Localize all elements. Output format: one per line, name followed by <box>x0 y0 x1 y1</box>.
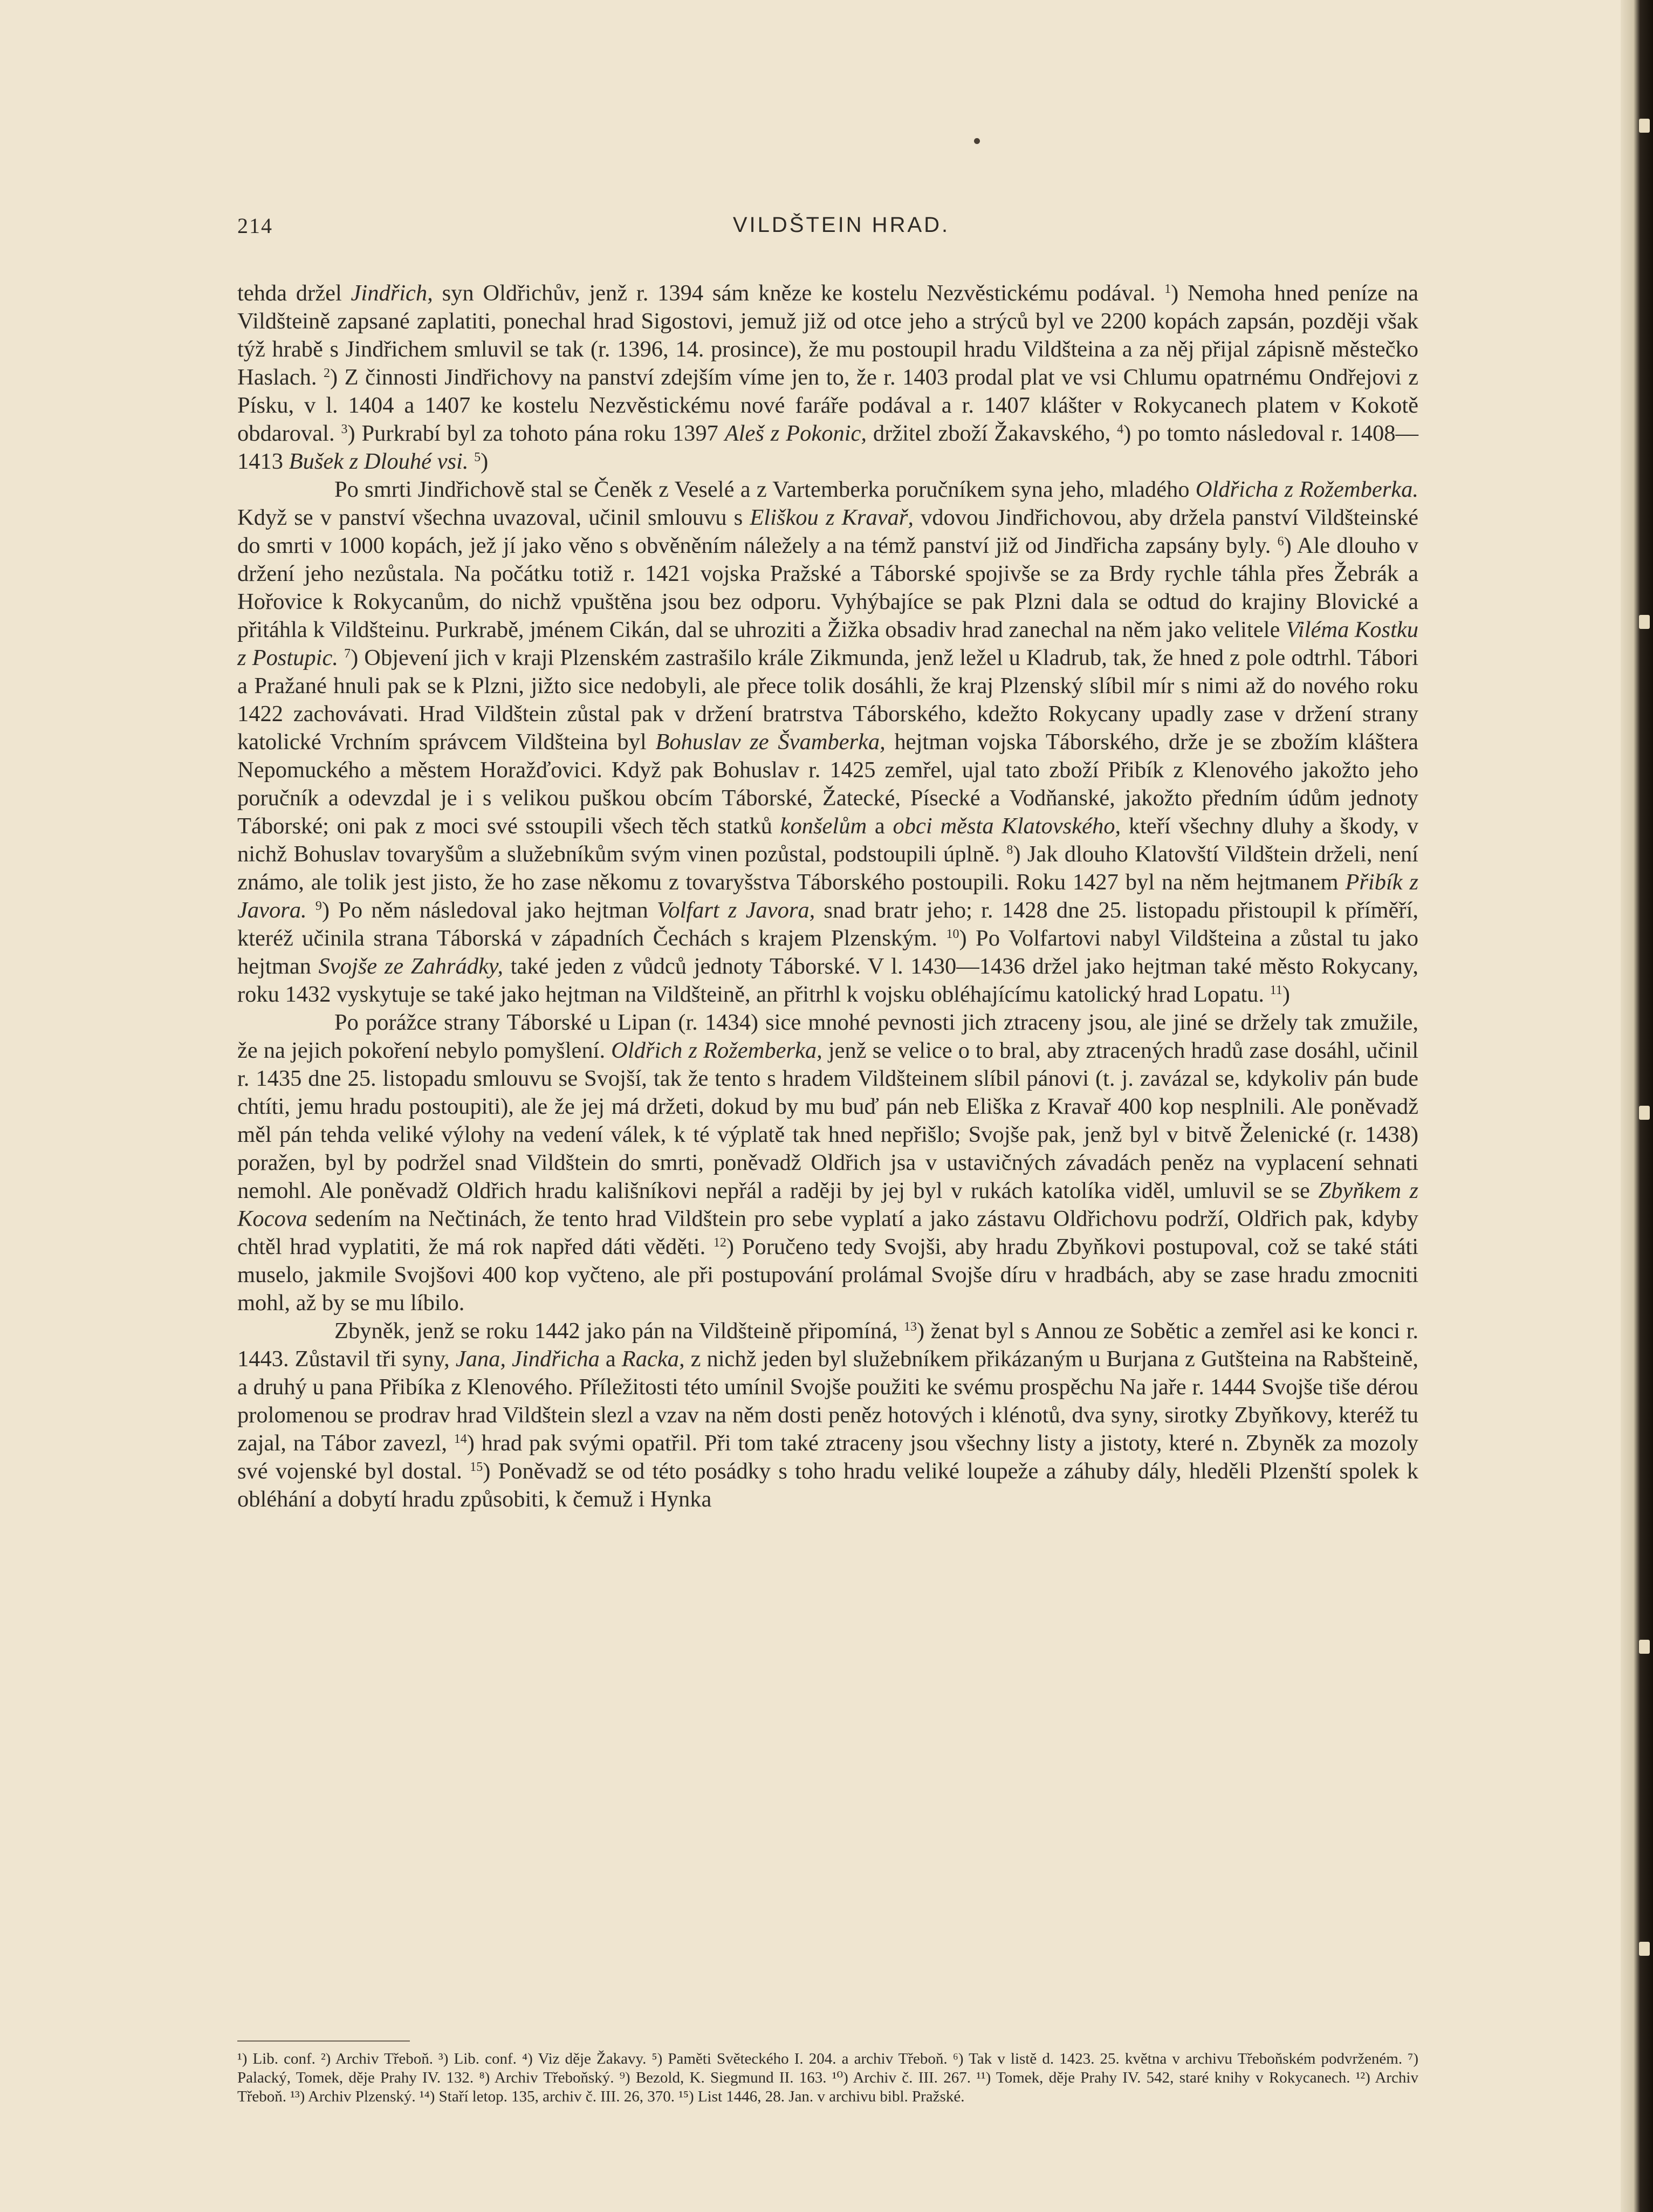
footnotes <box>237 2050 1418 2106</box>
footnote-ref: 6 <box>1277 535 1284 549</box>
text-run: držitel zboží Žakavského, <box>867 421 1117 446</box>
footnote-ref: 4 <box>1117 422 1124 436</box>
text-run: ) Po něm následoval jako hejtman <box>321 898 657 923</box>
text-run: ) Nemoha hned peníze na Vildšteině zapsané zaplatiti, ponechal hrad Sigostovi, jemuž již od otce jeho a strýců byl ve 2200 kopách zapsán, později však týž hrabě s Jindřichem smluvil se tak (r. 1396, 14. prosince), že mu postoupil hradu Vildšteina a za něj přijal zápisně městečko Haslach. <box>237 280 1418 390</box>
text-run: ) po tomto následoval r. 1408—1413 <box>237 421 1418 474</box>
footnote-ref: 3 <box>341 422 348 436</box>
text-run: a <box>599 1346 622 1372</box>
footnote-block: ¹) Lib. conf. ²) Archiv Třeboň. ³) Lib. conf. ⁴) Viz děje Žakavy. ⁵) Paměti Světeckého I. 204. a archiv Třeboň. ⁶) Tak v listě d. 1423. 25. května v archivu Třeboňském podvrženém. ⁷) Palacký, Tomek, děje Prahy IV. 132. ⁸) Archiv Třeboňský. ⁹) Bezold, K. Siegmund II. 163. ¹⁰) Archiv č. III. 267. ¹¹) Tomek, děje Prahy IV. 542, staré knihy v Rokycanech. ¹²) Archiv Třeboň. ¹³) Archiv Plzenský. ¹⁴) Staří letop. 135, archiv č. III. 26, 370. ¹⁵) List 1446, 28. Jan. v archivu bibl. Pražské. <box>237 2050 1418 2105</box>
text-run: ) Purkrabí byl za tohoto pána roku 1397 <box>347 421 725 446</box>
text-run <box>338 645 344 670</box>
binding-mark <box>1639 1942 1650 1956</box>
text-run: ) Poněvadž se od této posádky s toho hradu veliké loupeže a záhuby dály, hleděli Plzenští spolek k obléhání a dobytí hradu způsobiti, k čemuž i Hynka <box>237 1458 1418 1512</box>
paragraph <box>237 1009 1418 1317</box>
binding-mark <box>1639 1640 1650 1654</box>
italic-name: Svojše ze Zahrádky, <box>318 954 503 979</box>
paragraph <box>237 279 1418 476</box>
text-run: tehda držel <box>237 280 351 306</box>
text-run: ) ženat byl s Annou ze Sobětic a zemřel asi ke konci r. 1443. Zůstavil tři syny, <box>237 1318 1418 1372</box>
footnote-ref: 2 <box>324 366 330 380</box>
text-run <box>307 898 315 923</box>
footnote-ref: 11 <box>1270 983 1282 997</box>
text-run: snad bratr jeho; r. 1428 dne 25. listopadu přistoupil k příměří, kteréž učinila strana Táborská v západních Čechách s krajem Plzenským. <box>237 898 1419 951</box>
binding-mark <box>1639 1106 1650 1120</box>
paragraph <box>237 476 1418 1009</box>
footnote-ref: 14 <box>454 1432 467 1446</box>
footnote-ref: 10 <box>946 927 959 941</box>
italic-name: Bohuslav ze Švamberka, <box>655 729 886 755</box>
paragraph <box>237 1317 1418 1514</box>
text-run: ) hrad pak svými opatřil. Při tom také ztraceny jsou všechny listy a jistoty, které n. Zbyněk za mozoly své vojenské byl dostal. <box>237 1430 1418 1484</box>
running-title: VILDŠTEIN HRAD. <box>732 213 950 237</box>
footnote-ref: 5 <box>474 450 481 464</box>
page-header <box>237 213 1445 251</box>
text-run: ) Jak dlouho Klatovští Vildštein drželi, není známo, ale tolik jest jisto, že ho zase někomu z tovaryšstva Táborského postoupili. Roku 1427 byl na něm hejtmanem <box>237 841 1418 895</box>
italic-name: Eliškou z Kravař, <box>750 505 914 530</box>
text-run: sedením na Nečtinách, že tento hrad Vildštein pro sebe vyplatí a jako zástavu Oldřichovu podrží, Oldřich pak, kdyby chtěl hrad vyplatiti, že má rok napřed dáti věděti. <box>237 1206 1418 1259</box>
binding-mark <box>1639 615 1650 629</box>
text-run: hejtman vojska Táborského, drže je se zbožím kláštera Nepomuckého a městem Horažďovici. Když pak Bohuslav r. 1425 zemřel, ujal tato zboží Přibík z Klenového jakožto jeho poručník a odevzdal je i s velikou puškou obcím Táborské, Žatecké, Písecké a Vodňanské, jakožto předním údům jednoty Táborské; oni pak z moci své sstoupili všech těch statků <box>237 729 1418 839</box>
italic-name: Bušek z Dlouhé vsi. <box>289 449 469 474</box>
italic-name: Zbyňkem z Kocova <box>237 1178 1418 1231</box>
italic-name: Oldřich z Rožemberka, <box>611 1038 822 1063</box>
italic-name: Jindřich, <box>351 280 433 306</box>
italic-name: Přibík z Javora. <box>237 869 1418 923</box>
footnote-ref: 1 <box>1164 282 1171 296</box>
text-run: Po porážce strany Táborské u Lipan (r. 1434) sice mnohé pevnosti jich ztraceny jsou, ale jiné se držely tak zmužile, že na jejich pokoření nebylo pomyšlení. <box>237 1010 1418 1063</box>
text-run: vdovou Jindřichovou, aby držela panství Vildšteinské do smrti v 1000 kopách, jež jí jako věno s obvěněním náležely a na témž panství již od Jindřicha zapsány byly. <box>237 505 1418 558</box>
italic-name: konšelům <box>780 813 867 839</box>
text-run: kteří všechny dluhy a škody, v nichž Bohuslav tovaryšům a služebníkům svým vinen pozůstal, podstoupili úplně. <box>237 813 1418 867</box>
text-run: z nichž jeden byl služebníkem přikázaným u Burjana z Gutšteina na Rabšteině, a druhý u pana Přibíka z Klenového. Příležitosti této umínil Svojše použiti ke svému prospěchu Na jaře r. 1444 Svojše tiše dérou prolomenou se prodrav hrad Vildštein slezl a vzav na něm dosti peněz hotových i klénotů, dva syny, sirotky Zbyňkovy, kteréž tu zajal, na Tábor zavezl, <box>237 1346 1419 1456</box>
text-run: jenž se velice o to bral, aby ztracených hradů zase dosáhl, učinil r. 1435 dne 25. listopadu smlouvu se Svojší, tak že tento s hradem Vildšteinem slíbil pánovi (t. j. zavázal se, kdykoliv pán bude chtíti, jemu hradu postoupiti), ale že jej má držeti, dokud by mu buď pán neb Eliška z Kravař 400 kop nesplnili. Ale poněvadž měl pán tehda veliké výlohy na vedení válek, k té výplatě tak hned nepřišlo; Svojše pak, jenž byl v bitvě Želenické (r. 1438) poražen, byl by podržel snad Vildštein do smrti, poněvadž Oldřich jsa v ustavičných závadách peněz na vyplacení sehnati nemohl. Ale poněvadž Oldřich hradu kališníkovi nepřál a raději by jej byl v rukách katolíka viděl, umluvil se se <box>237 1038 1418 1203</box>
text-run: ) Poručeno tedy Svojši, aby hradu Zbyňkovi postupoval, což se také státi muselo, jakmile Svojšovi 400 kop vyčteno, ale při postupování prolámal Svojše díru v hradbách, aby se zase hradu zmocniti mohl, až by se mu líbilo. <box>237 1234 1418 1316</box>
text-run: ) Po Volfartovi nabyl Vildšteina a zůstal tu jako hejtman <box>237 926 1418 979</box>
text-run: ) <box>481 449 489 474</box>
footnote-ref: 8 <box>1006 843 1013 857</box>
page-edge-binding <box>1621 0 1653 2212</box>
text-run <box>468 449 474 474</box>
italic-name: Volfart z Javora, <box>656 898 815 923</box>
text-run: ) Objevení jich v kraji Plzenském zastrašilo krále Zikmunda, jenž ležel u Kladrub, tak, že hned z pole odtrhl. Tábori a Pražané hnuli pak se k Plzni, jižto sice nedobyli, ale přece tolik dosáhli, že kraj Plzenský slíbil mír s nimi až do nového roku 1422 zachovávati. Hrad Vildštein zůstal pak v držení bratrstva Táborského, kdežto Rokycany upadly zase v držení strany katolické Vrchním správcem Vildšteina byl <box>237 645 1418 755</box>
italic-name: Racka, <box>621 1346 685 1372</box>
page-number: 214 <box>237 214 273 238</box>
binding-mark <box>1639 119 1650 133</box>
footnote-ref: 9 <box>315 899 322 913</box>
text-run: Když se v panství všechna uvazoval, učinil smlouvu s <box>237 505 750 530</box>
text-run: syn Oldřichův, jenž r. 1394 sám kněze ke kostelu Nezvěstickému podával. <box>433 280 1165 306</box>
footnote-ref: 13 <box>904 1320 917 1334</box>
text-run: a <box>867 813 893 839</box>
italic-name: Oldřicha z Rožemberka. <box>1195 477 1418 502</box>
footnote-ref: 12 <box>713 1236 726 1250</box>
body-text <box>237 279 1418 1514</box>
italic-name: Viléma Kostku z Postupic. <box>237 617 1418 670</box>
footnote-ref: 7 <box>344 647 351 661</box>
footnote-ref: 15 <box>470 1460 483 1474</box>
text-run: ) <box>1282 982 1290 1007</box>
text-run: Zbyněk, jenž se roku 1442 jako pán na Vildšteině připomíná, <box>334 1318 904 1344</box>
text-run: ) Ale dlouho v držení jeho nezůstala. Na počátku totiž r. 1421 vojska Pražské a Táborské spojivše se za Brdy rychle táhla přes Žebrák a Hořovice k Rokycanům, do nichž vpuštěna jsou bez odporu. Vyhýbajíce se pak Plzni dala se odtud do krajiny Blovické a přitáhla k Vildšteinu. Purkrabě, jménem Cikán, dal se uhroziti a Žižka obsadiv hrad zanechal na něm jako velitele <box>237 533 1418 642</box>
text-run: Po smrti Jindřichově stal se Čeněk z Veselé a z Vartemberka poručníkem syna jeho, mladého <box>334 477 1196 502</box>
ink-speck <box>974 138 980 144</box>
italic-name: Aleš z Pokonic, <box>724 421 867 446</box>
footnote-rule <box>237 2040 410 2042</box>
text-run: také jeden z vůdců jednoty Táborské. V l. 1430—1436 držel jako hejtman také město Rokycany, roku 1432 vyskytuje se také jako hejtman na Vildšteině, an přitrhl k vojsku obléhajícímu katolický hrad Lopatu. <box>237 954 1418 1007</box>
italic-name: obci města Klatovského, <box>893 813 1121 839</box>
text-run: ) Z činnosti Jindřichovy na panství zdejším víme jen to, že r. 1403 prodal plat ve vsi Chlumu opatrnému Ondřejovi z Písku, v l. 1404 a 1407 ke kostelu Nezvěstickému nové faráře podával a r. 1407 klášter v Rokycanech platem v Kokotě obdaroval. <box>237 365 1418 446</box>
italic-name: Jana, Jindřicha <box>455 1346 600 1372</box>
